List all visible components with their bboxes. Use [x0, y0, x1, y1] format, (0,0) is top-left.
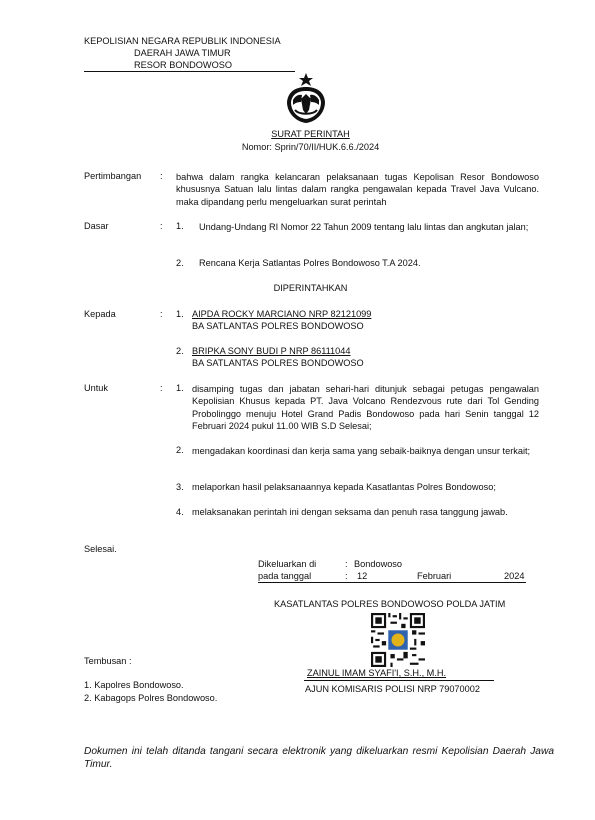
dasar-item-1-num: 1. — [176, 221, 184, 231]
tembusan-label: Tembusan : — [84, 656, 132, 666]
untuk-item-1-text: disamping tugas dan jabatan sehari-hari ditunjuk sebagai petugas pengawalan Kepolisian Khusus kepada PT. Java Volcano Rendezvous rute dari Tol Gending Probolinggo menuju Hotel Grand Padis Bondowoso pada hari Senin tanggal 12 Februari 2024 pukul 11.00 WIB S.D Selesai; — [192, 384, 539, 432]
pertimbangan-label: Pertimbangan — [84, 171, 142, 181]
issued-place: Bondowoso — [354, 559, 403, 569]
tembusan-item-2: 2. Kabagops Polres Bondowoso. — [84, 693, 218, 703]
header-underline — [84, 71, 295, 72]
untuk-item-3-text: melaporkan hasil pelaksanaannya kepada Kasatlantas Polres Bondowoso; — [192, 482, 496, 492]
untuk-label: Untuk — [84, 383, 109, 393]
dasar-label: Dasar — [84, 221, 109, 231]
kepada-item-2-name: BRIPKA SONY BUDI P NRP 86111044 — [192, 346, 351, 356]
qr-code-signature-icon — [371, 613, 425, 667]
diperintahkan-heading: DIPERINTAHKAN — [273, 283, 348, 293]
untuk-item-2-num: 2. — [176, 445, 184, 455]
kepada-colon: : — [160, 309, 163, 319]
untuk-item-1-num: 1. — [176, 383, 184, 393]
issued-month: Februari — [417, 571, 452, 581]
header-line-2: DAERAH JAWA TIMUR — [134, 48, 231, 58]
selesai-text: Selesai. — [84, 544, 117, 554]
document-number: Nomor: Sprin/70/II/HUK.6.6./2024 — [241, 142, 380, 152]
issued-underline — [258, 582, 526, 583]
untuk-colon: : — [160, 383, 163, 393]
issued-date-label: pada tanggal — [258, 571, 312, 581]
issued-date-colon: : — [345, 571, 348, 581]
untuk-item-2-text: mengadakan koordinasi dan kerja sama yang sebaik-baiknya dengan unsur terkait; — [192, 446, 531, 456]
dasar-colon: : — [160, 221, 163, 231]
issued-place-colon: : — [345, 559, 348, 569]
kepada-item-1-num: 1. — [176, 309, 184, 319]
kepada-item-2-unit: BA SATLANTAS POLRES BONDOWOSO — [192, 358, 364, 368]
header-line-3: RESOR BONDOWOSO — [134, 60, 233, 70]
untuk-item-4-text: melaksanakan perintah ini dengan seksama dan penuh rasa tanggung jawab. — [192, 507, 508, 517]
signatory-office: KASATLANTAS POLRES BONDOWOSO POLDA JATIM — [274, 599, 506, 609]
issued-day: 12 — [357, 571, 368, 581]
document-title: SURAT PERINTAH — [271, 129, 350, 139]
header-line-1: KEPOLISIAN NEGARA REPUBLIK INDONESIA — [84, 36, 281, 46]
police-emblem-icon — [283, 72, 329, 124]
footer-note: Dokumen ini telah ditanda tangani secara elektronik yang dikeluarkan resmi Kepolisian Daerah Jawa Timur. — [84, 746, 554, 770]
signatory-name: ZAINUL IMAM SYAFI'I, S.H., M.H. — [307, 668, 447, 678]
dasar-item-2-text: Rencana Kerja Satlantas Polres Bondowoso T.A 2024. — [199, 258, 421, 268]
pertimbangan-text: bahwa dalam rangka kelancaran pelaksanaan tugas Kepolisan Resor Bondowoso khususnya Satuan lalu lintas dalam rangka pengawalan kepada Travel Java Vulcano. maka dipandang perlu mengeluarkan surat perintah — [176, 172, 539, 207]
kepada-item-1-unit: BA SATLANTAS POLRES BONDOWOSO — [192, 321, 364, 331]
untuk-item-4-num: 4. — [176, 507, 184, 517]
dasar-item-1-text: Undang-Undang RI Nomor 22 Tahun 2009 tentang lalu lintas dan angkutan jalan; — [199, 222, 529, 232]
untuk-item-3-num: 3. — [176, 482, 184, 492]
signatory-underline — [304, 680, 494, 681]
signatory-rank: AJUN KOMISARIS POLISI NRP 79070002 — [305, 684, 480, 694]
kepada-item-2-num: 2. — [176, 346, 184, 356]
issued-year: 2024 — [504, 571, 525, 581]
kepada-item-1-name: AIPDA ROCKY MARCIANO NRP 82121099 — [192, 309, 372, 319]
tembusan-item-1: 1. Kapolres Bondowoso. — [84, 680, 184, 690]
dasar-item-2-num: 2. — [176, 258, 184, 268]
pertimbangan-colon: : — [160, 171, 163, 181]
issued-place-label: Dikeluarkan di — [258, 559, 317, 569]
kepada-label: Kepada — [84, 309, 116, 319]
